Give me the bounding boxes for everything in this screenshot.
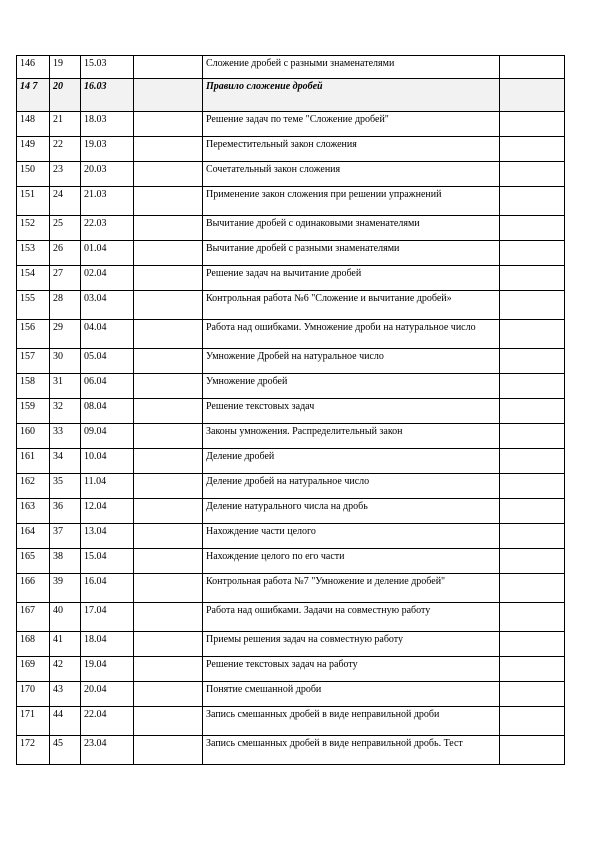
lesson-number-cell: 162	[17, 474, 50, 499]
topic-cell: Применение закон сложения при решении упражнений	[203, 187, 500, 216]
topic-lesson-number-cell: 26	[50, 241, 81, 266]
topic-cell: Вычитание дробей с одинаковыми знаменателями	[203, 216, 500, 241]
table-row	[17, 549, 565, 574]
topic-lesson-number-cell: 30	[50, 349, 81, 374]
table-row	[17, 56, 565, 79]
actual-date-cell	[134, 449, 203, 474]
table-row	[17, 449, 565, 474]
notes-cell	[500, 632, 565, 657]
table-body	[17, 56, 565, 765]
topic-lesson-number-cell: 45	[50, 736, 81, 765]
topic-cell: Сочетательный закон сложения	[203, 162, 500, 187]
notes-cell	[500, 707, 565, 736]
table-row	[17, 291, 565, 320]
actual-date-cell	[134, 162, 203, 187]
date-cell: 16.03	[81, 79, 134, 112]
topic-cell: Решение задач по теме "Сложение дробей"	[203, 112, 500, 137]
date-cell: 01.04	[81, 241, 134, 266]
actual-date-cell	[134, 399, 203, 424]
topic-lesson-number-cell: 21	[50, 112, 81, 137]
lesson-number-cell: 157	[17, 349, 50, 374]
actual-date-cell	[134, 603, 203, 632]
lesson-number-cell: 160	[17, 424, 50, 449]
date-cell: 16.04	[81, 574, 134, 603]
date-cell: 10.04	[81, 449, 134, 474]
table-row	[17, 266, 565, 291]
topic-lesson-number-cell: 25	[50, 216, 81, 241]
table-row	[17, 682, 565, 707]
topic-lesson-number-cell: 24	[50, 187, 81, 216]
notes-cell	[500, 682, 565, 707]
lesson-number-cell: 152	[17, 216, 50, 241]
notes-cell	[500, 399, 565, 424]
actual-date-cell	[134, 241, 203, 266]
table-row	[17, 216, 565, 241]
table-row	[17, 374, 565, 399]
lesson-number-cell: 171	[17, 707, 50, 736]
lesson-number-cell: 154	[17, 266, 50, 291]
date-cell: 20.04	[81, 682, 134, 707]
notes-cell	[500, 216, 565, 241]
lesson-number-cell: 161	[17, 449, 50, 474]
topic-cell: Решение задач на вычитание дробей	[203, 266, 500, 291]
actual-date-cell	[134, 632, 203, 657]
table-row	[17, 162, 565, 187]
notes-cell	[500, 241, 565, 266]
date-cell: 20.03	[81, 162, 134, 187]
notes-cell	[500, 79, 565, 112]
table-row	[17, 499, 565, 524]
notes-cell	[500, 56, 565, 79]
topic-cell: Деление натурального числа на дробь	[203, 499, 500, 524]
topic-cell: Решение текстовых задач	[203, 399, 500, 424]
notes-cell	[500, 424, 565, 449]
actual-date-cell	[134, 549, 203, 574]
topic-cell: Деление дробей на натуральное число	[203, 474, 500, 499]
lesson-number-cell: 153	[17, 241, 50, 266]
notes-cell	[500, 499, 565, 524]
notes-cell	[500, 574, 565, 603]
date-cell: 21.03	[81, 187, 134, 216]
topic-cell: Решение текстовых задач на работу	[203, 657, 500, 682]
notes-cell	[500, 266, 565, 291]
lesson-number-cell: 149	[17, 137, 50, 162]
topic-lesson-number-cell: 35	[50, 474, 81, 499]
notes-cell	[500, 349, 565, 374]
lesson-number-cell: 169	[17, 657, 50, 682]
table-row	[17, 399, 565, 424]
actual-date-cell	[134, 56, 203, 79]
actual-date-cell	[134, 349, 203, 374]
topic-cell: Запись смешанных дробей в виде неправильной дроби	[203, 707, 500, 736]
lesson-number-cell: 159	[17, 399, 50, 424]
date-cell: 17.04	[81, 603, 134, 632]
table-row	[17, 241, 565, 266]
topic-lesson-number-cell: 32	[50, 399, 81, 424]
actual-date-cell	[134, 291, 203, 320]
actual-date-cell	[134, 424, 203, 449]
date-cell: 18.03	[81, 112, 134, 137]
actual-date-cell	[134, 320, 203, 349]
date-cell: 09.04	[81, 424, 134, 449]
actual-date-cell	[134, 79, 203, 112]
date-cell: 02.04	[81, 266, 134, 291]
notes-cell	[500, 162, 565, 187]
table-row	[17, 424, 565, 449]
date-cell: 15.04	[81, 549, 134, 574]
topic-cell: Законы умножения. Распределительный закон	[203, 424, 500, 449]
lesson-number-cell: 167	[17, 603, 50, 632]
topic-lesson-number-cell: 34	[50, 449, 81, 474]
notes-cell	[500, 320, 565, 349]
topic-cell: Нахождение части целого	[203, 524, 500, 549]
actual-date-cell	[134, 137, 203, 162]
topic-lesson-number-cell: 31	[50, 374, 81, 399]
lesson-number-cell: 146	[17, 56, 50, 79]
topic-cell: Работа над ошибками. Умножение дроби на натуральное число	[203, 320, 500, 349]
actual-date-cell	[134, 736, 203, 765]
table-row	[17, 707, 565, 736]
notes-cell	[500, 187, 565, 216]
table-row	[17, 736, 565, 765]
topic-cell: Переместительный закон сложения	[203, 137, 500, 162]
table-row	[17, 79, 565, 112]
topic-cell: Правило сложение дробей	[203, 79, 500, 112]
actual-date-cell	[134, 524, 203, 549]
notes-cell	[500, 524, 565, 549]
topic-lesson-number-cell: 20	[50, 79, 81, 112]
date-cell: 22.04	[81, 707, 134, 736]
date-cell: 23.04	[81, 736, 134, 765]
date-cell: 19.03	[81, 137, 134, 162]
topic-cell: Приемы решения задач на совместную работу	[203, 632, 500, 657]
notes-cell	[500, 137, 565, 162]
lesson-number-cell: 156	[17, 320, 50, 349]
table-row	[17, 349, 565, 374]
date-cell: 13.04	[81, 524, 134, 549]
lesson-number-cell: 170	[17, 682, 50, 707]
lesson-number-cell: 164	[17, 524, 50, 549]
topic-lesson-number-cell: 33	[50, 424, 81, 449]
actual-date-cell	[134, 657, 203, 682]
topic-cell: Нахождение целого по его части	[203, 549, 500, 574]
topic-lesson-number-cell: 29	[50, 320, 81, 349]
date-cell: 03.04	[81, 291, 134, 320]
topic-lesson-number-cell: 40	[50, 603, 81, 632]
topic-lesson-number-cell: 27	[50, 266, 81, 291]
date-cell: 19.04	[81, 657, 134, 682]
notes-cell	[500, 374, 565, 399]
topic-cell: Вычитание дробей с разными знаменателями	[203, 241, 500, 266]
lesson-number-cell: 14 7	[17, 79, 50, 112]
topic-cell: Работа над ошибками. Задачи на совместную работу	[203, 603, 500, 632]
notes-cell	[500, 657, 565, 682]
topic-cell: Умножение Дробей на натуральное число	[203, 349, 500, 374]
actual-date-cell	[134, 682, 203, 707]
lesson-number-cell: 151	[17, 187, 50, 216]
table-row	[17, 524, 565, 549]
topic-lesson-number-cell: 38	[50, 549, 81, 574]
topic-lesson-number-cell: 42	[50, 657, 81, 682]
lesson-number-cell: 148	[17, 112, 50, 137]
date-cell: 22.03	[81, 216, 134, 241]
topic-cell: Сложение дробей с разными знаменателями	[203, 56, 500, 79]
topic-lesson-number-cell: 39	[50, 574, 81, 603]
actual-date-cell	[134, 187, 203, 216]
topic-lesson-number-cell: 44	[50, 707, 81, 736]
actual-date-cell	[134, 216, 203, 241]
lesson-number-cell: 165	[17, 549, 50, 574]
lesson-plan-table	[16, 55, 565, 765]
actual-date-cell	[134, 574, 203, 603]
lesson-number-cell: 172	[17, 736, 50, 765]
date-cell: 05.04	[81, 349, 134, 374]
lesson-number-cell: 163	[17, 499, 50, 524]
topic-cell: Контрольная работа №6 "Сложение и вычитание дробей»	[203, 291, 500, 320]
lesson-number-cell: 155	[17, 291, 50, 320]
table-row	[17, 574, 565, 603]
topic-lesson-number-cell: 36	[50, 499, 81, 524]
notes-cell	[500, 474, 565, 499]
topic-cell: Контрольная работа №7 "Умножение и деление дробей"	[203, 574, 500, 603]
notes-cell	[500, 736, 565, 765]
table-row	[17, 657, 565, 682]
table-row	[17, 112, 565, 137]
table-row	[17, 632, 565, 657]
date-cell: 15.03	[81, 56, 134, 79]
date-cell: 18.04	[81, 632, 134, 657]
date-cell: 08.04	[81, 399, 134, 424]
notes-cell	[500, 112, 565, 137]
table-row	[17, 474, 565, 499]
lesson-number-cell: 150	[17, 162, 50, 187]
actual-date-cell	[134, 112, 203, 137]
topic-cell: Запись смешанных дробей в виде неправильной дробь. Тест	[203, 736, 500, 765]
actual-date-cell	[134, 474, 203, 499]
notes-cell	[500, 549, 565, 574]
date-cell: 12.04	[81, 499, 134, 524]
topic-lesson-number-cell: 41	[50, 632, 81, 657]
topic-lesson-number-cell: 37	[50, 524, 81, 549]
table-row	[17, 320, 565, 349]
table-row	[17, 187, 565, 216]
actual-date-cell	[134, 499, 203, 524]
actual-date-cell	[134, 374, 203, 399]
date-cell: 04.04	[81, 320, 134, 349]
topic-cell: Умножение дробей	[203, 374, 500, 399]
table-row	[17, 603, 565, 632]
actual-date-cell	[134, 266, 203, 291]
topic-lesson-number-cell: 43	[50, 682, 81, 707]
topic-cell: Деление дробей	[203, 449, 500, 474]
topic-lesson-number-cell: 28	[50, 291, 81, 320]
lesson-number-cell: 166	[17, 574, 50, 603]
notes-cell	[500, 449, 565, 474]
notes-cell	[500, 291, 565, 320]
date-cell: 06.04	[81, 374, 134, 399]
lesson-number-cell: 168	[17, 632, 50, 657]
topic-cell: Понятие смешанной дроби	[203, 682, 500, 707]
notes-cell	[500, 603, 565, 632]
table-row	[17, 137, 565, 162]
lesson-number-cell: 158	[17, 374, 50, 399]
topic-lesson-number-cell: 23	[50, 162, 81, 187]
date-cell: 11.04	[81, 474, 134, 499]
topic-lesson-number-cell: 22	[50, 137, 81, 162]
topic-lesson-number-cell: 19	[50, 56, 81, 79]
actual-date-cell	[134, 707, 203, 736]
